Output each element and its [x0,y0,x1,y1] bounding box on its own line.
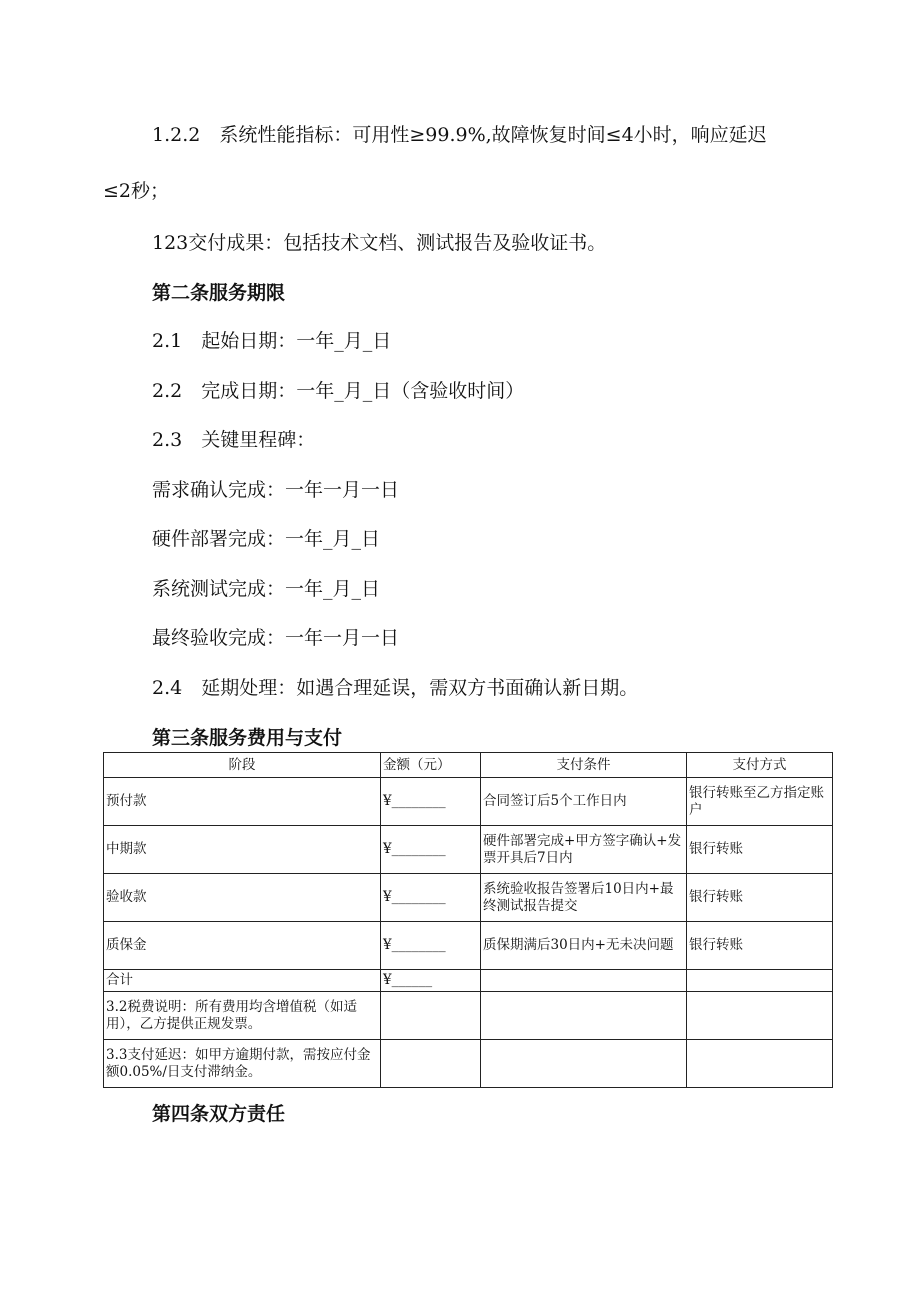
amount-cell: ¥________ [381,778,481,826]
note-row-late-payment [104,1040,833,1088]
method-cell: 银行转账 [687,826,833,874]
table-header-row [104,753,833,778]
section-heading-4: 第四条双方责任 [152,1103,286,1125]
paragraph-deliverables: 123交付成果：包括技术文档、测试报告及验收证书。 [152,232,607,254]
amount-cell: ¥________ [381,826,481,874]
condition-cell: 质保期满后30日内+无未决问题 [481,922,687,970]
paragraph-1-2-2-continued: ≤2秒； [103,180,170,202]
empty-cell [687,970,833,992]
milestone-acceptance: 最终验收完成：一年一月一日 [152,627,400,649]
note-row-tax [104,992,833,1040]
paragraph-2-2: 2.2 完成日期：一年_月_日（含验收时间） [152,380,525,402]
total-row [104,970,833,992]
stage-cell: 验收款 [104,874,381,922]
empty-cell [381,992,481,1040]
table-row [104,874,833,922]
empty-cell [481,1040,687,1088]
milestone-hardware: 硬件部署完成：一年_月_日 [152,528,381,550]
section-heading-3: 第三条服务费用与支付 [152,727,343,749]
stage-cell: 质保金 [104,922,381,970]
header-method: 支付方式 [687,753,833,778]
empty-cell [687,992,833,1040]
empty-cell [381,1040,481,1088]
method-cell: 银行转账 [687,922,833,970]
paragraph-2-1: 2.1 起始日期：一年_月_日 [152,330,392,352]
table-row [104,778,833,826]
table-row [104,826,833,874]
paragraph-2-4: 2.4 延期处理：如遇合理延误，需双方书面确认新日期。 [152,677,639,699]
condition-cell: 合同签订后5个工作日内 [481,778,687,826]
header-stage: 阶段 [104,753,381,778]
amount-cell: ¥________ [381,874,481,922]
paragraph-1-2-2: 1.2.2 系统性能指标：可用性≥99.9%,故障恢复时间≤4小时，响应延迟 [152,124,767,146]
stage-cell: 中期款 [104,826,381,874]
empty-cell [687,1040,833,1088]
milestone-requirements: 需求确认完成：一年一月一日 [152,479,400,501]
header-amount: 金额（元） [381,753,481,778]
method-cell: 银行转账至乙方指定账户 [687,778,833,826]
condition-cell: 系统验收报告签署后10日内+最终测试报告提交 [481,874,687,922]
milestone-testing: 系统测试完成：一年_月_日 [152,578,381,600]
table-row [104,922,833,970]
amount-cell: ¥________ [381,922,481,970]
total-label: 合计 [104,970,381,992]
header-condition: 支付条件 [481,753,687,778]
late-payment-note: 3.3支付延迟：如甲方逾期付款，需按应付金额0.05%/日支付滞纳金。 [104,1040,381,1088]
section-heading-2: 第二条服务期限 [152,282,286,304]
empty-cell [481,992,687,1040]
tax-note: 3.2税费说明：所有费用均含增值税（如适用），乙方提供正规发票。 [104,992,381,1040]
method-cell: 银行转账 [687,874,833,922]
empty-cell [481,970,687,992]
condition-cell: 硬件部署完成+甲方签字确认+发票开具后7日内 [481,826,687,874]
total-amount: ¥______ [381,970,481,992]
stage-cell: 预付款 [104,778,381,826]
fee-table [103,752,833,1088]
paragraph-2-3: 2.3 关键里程碑： [152,429,316,451]
